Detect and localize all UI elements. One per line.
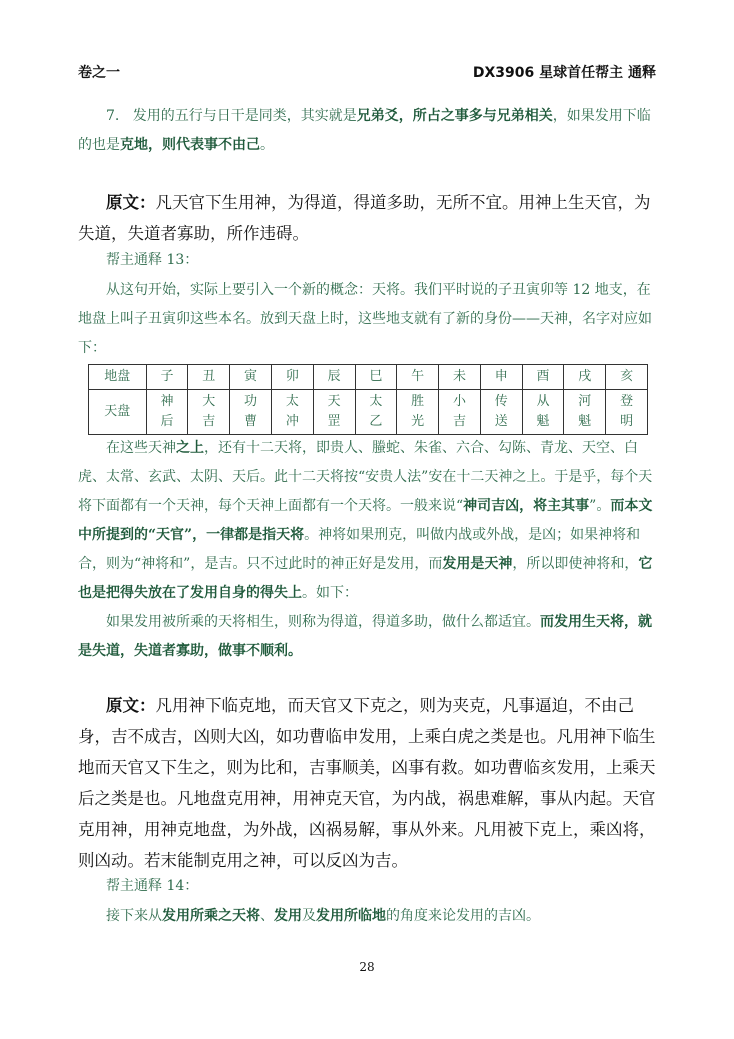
paragraph-tianjiang-details [78, 434, 656, 608]
table-cell: 太 乙 [355, 390, 397, 435]
header-left: 卷之一 [78, 65, 120, 81]
paragraph-dedao-shidao [78, 608, 656, 666]
text-run: 及 [302, 908, 316, 924]
table-cell: 从 魁 [522, 390, 564, 435]
table-cell: 河 魁 [564, 390, 606, 435]
table-row-dipan [89, 365, 648, 390]
note-heading-13: 帮主通释 13： [106, 252, 199, 268]
bold-run: 发用是天神 [442, 556, 513, 572]
bold-run: 它也是把得失放在了发用自身的得失上 [78, 556, 653, 601]
bold-run: 而发用生天将，就是失道，失道者寡助，做事不顺利。 [78, 614, 652, 659]
tianpan-dipan-table [88, 364, 648, 435]
text-run: 如果发用被所乘的天将相生，则称为得道，得道多助，做什么都适宜。 [106, 614, 540, 630]
text-run: ，还有十二天将，即贵人、螣蛇、朱雀、六合、勾陈、青龙、天空、白虎、太常、玄武、太阴、天后。此十二天将按“安贵人法”安在十二天神之上。于是乎，每个天将下面都有一个天神，每个天神上面都有一个天将。一般来说“ [78, 440, 653, 514]
table-cell: 功 曹 [230, 390, 272, 435]
table-cell: 午 [397, 365, 439, 390]
paragraph-7 [78, 102, 656, 160]
table-cell: 辰 [313, 365, 355, 390]
table-cell: 大 吉 [188, 390, 230, 435]
bold-run: 发用 [274, 908, 302, 924]
text-run: 接下来从 [106, 908, 162, 924]
paragraph-fayong-jixiong [78, 902, 656, 931]
text-run: 7. 发用的五行与日干是同类，其实就是 [106, 108, 357, 124]
header-right: DX3906 星球首任帮主 通释 [472, 65, 656, 81]
note-heading-14: 帮主通释 14： [106, 878, 199, 894]
text-run: ，所以即使神将和， [512, 556, 639, 572]
text-run: 。神将如果刑克，叫做内战或外战，是凶；如果神将和合，则为“神将和”，是吉。只不过此时的神正好是发用，而 [78, 527, 641, 572]
text-run: 在这些天神 [106, 440, 176, 456]
table-cell: 太 冲 [271, 390, 313, 435]
bold-run: 发用所乘之天将 [162, 908, 260, 924]
text-run: 、 [260, 908, 274, 924]
text-run: 。如下： [302, 585, 358, 601]
text-run: 。 [260, 137, 274, 153]
text-run: 的角度来论发用的吉凶。 [386, 908, 540, 924]
original-label: 原文： [106, 696, 156, 715]
bold-run: 而本文中所提到的“天官”，一律都是指天将 [78, 498, 653, 543]
table-cell: 丑 [188, 365, 230, 390]
table-head-cell: 天盘 [89, 390, 147, 435]
bold-run: 之上 [176, 440, 204, 456]
original-body: 凡用神下临克地，而天官又下克之，则为夹克，凡事逼迫，不由己身，吉不成吉，凶则大凶，如功曹临申发用，上乘白虎之类是也。凡用神下临生地而天官又下生之，则为比和，吉事顺美，凶事有救。如功曹临亥发用，上乘天后之类是也。凡地盘克用神，用神克天官，为内战，祸患难解，事从内起。天官克用神，用神克地盘，为外战，凶祸易解，事从外来。凡用被下克上，乘凶将，则凶动。若末能制克用之神，可以反凶为吉。 [78, 696, 656, 870]
original-text-2 [78, 690, 656, 876]
table-cell: 子 [146, 365, 188, 390]
table-cell: 天 罡 [313, 390, 355, 435]
table-cell: 传 送 [480, 390, 522, 435]
table-cell: 小 吉 [439, 390, 481, 435]
original-body: 凡天官下生用神，为得道，得道多助，无所不宜。用神上生天官，为失道，失道者寡助，所作违碍。 [78, 193, 651, 243]
text-run: ”。 [589, 498, 611, 514]
page-header [78, 62, 656, 82]
table-cell: 申 [480, 365, 522, 390]
bold-run: 神司吉凶，将主其事 [463, 498, 590, 514]
table-cell: 未 [439, 365, 481, 390]
table-cell: 戌 [564, 365, 606, 390]
table-cell: 巳 [355, 365, 397, 390]
table-cell: 亥 [606, 365, 648, 390]
table-cell: 酉 [522, 365, 564, 390]
page-number: 28 [359, 960, 375, 974]
bold-run: 克地，则代表事不由己 [120, 137, 260, 153]
original-label: 原文： [106, 193, 156, 212]
table-row-tianpan [89, 390, 648, 435]
text-run: ，如果发用下临的也是 [78, 108, 651, 153]
table-head-cell: 地盘 [89, 365, 147, 390]
bold-run: 兄弟爻，所占之事多与兄弟相关 [356, 108, 553, 124]
bold-run: 发用所临地 [316, 908, 386, 924]
paragraph-tianjiang-intro: 从这句开始，实际上要引入一个新的概念：天将。我们平时说的子丑寅卯等 12 地支，在地盘上叫子丑寅卯这些本名。放到天盘上时，这些地支就有了新的身份——天神，名字对应如下： [78, 282, 652, 356]
original-text-1 [78, 187, 656, 249]
table-cell: 登 明 [606, 390, 648, 435]
table-cell: 寅 [230, 365, 272, 390]
table-cell: 卯 [271, 365, 313, 390]
table-cell: 胜 光 [397, 390, 439, 435]
table-cell: 神 后 [146, 390, 188, 435]
